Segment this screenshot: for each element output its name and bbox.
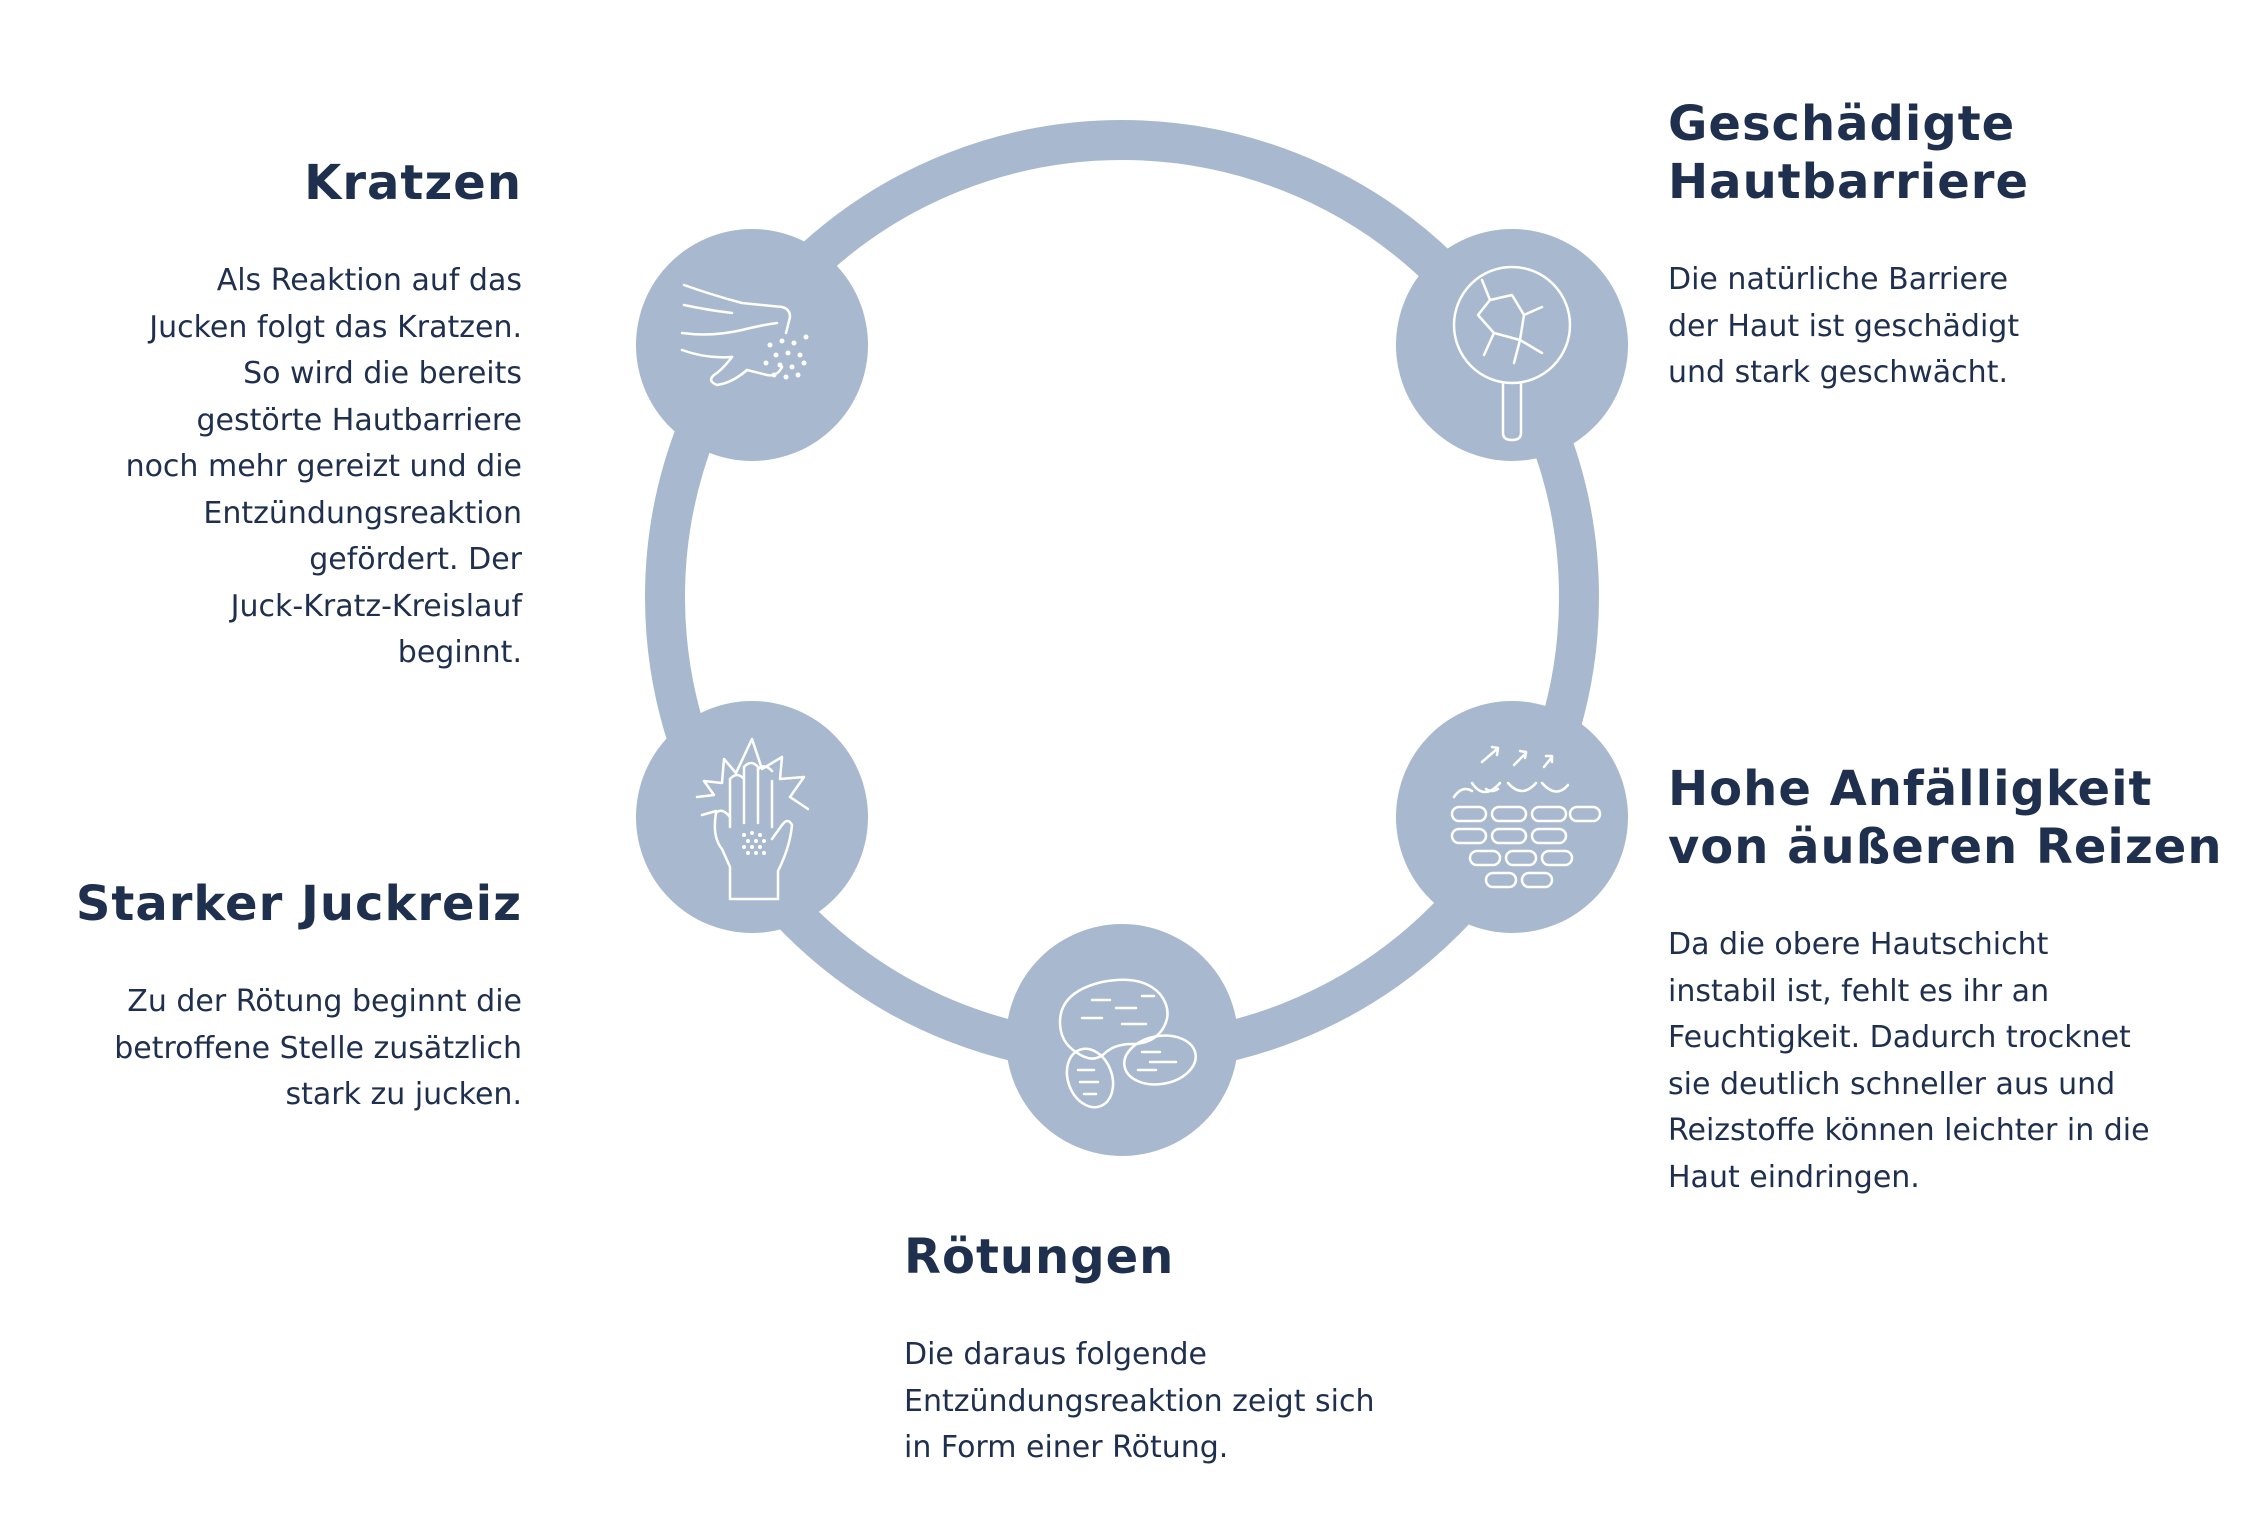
stage-description: Die daraus folgende Entzündungsreaktion zeigt sich in Form einer Rötung. — [904, 1337, 1375, 1465]
stage-description: Da die obere Hautschicht instabil ist, fehlt es ihr an Feuchtigkeit. Dadurch trocknet sie deutlich schneller aus und Reizstoffe können leichter in die Haut eindringen. — [1668, 927, 2150, 1195]
stage-juckreiz — [42, 875, 522, 1119]
stage-roetungen — [904, 1228, 1464, 1472]
stage-title: Kratzen — [304, 155, 522, 211]
stage-description: Als Reaktion auf das Jucken folgt das Kratzen. So wird die bereits gestörte Hautbarriere noch mehr gereizt und die Entzündungsreaktion gefördert. Der Juck-Kratz-Kreislauf beginnt. — [125, 263, 522, 670]
node-hautbarriere — [1396, 229, 1628, 461]
stage-kratzen — [62, 154, 522, 677]
stage-title: Rötungen — [904, 1229, 1175, 1285]
node-anfaelligkeit — [1396, 701, 1628, 933]
stage-title: Starker Juckreiz — [75, 876, 522, 932]
stage-hautbarriere — [1668, 95, 2188, 397]
node-juckreiz — [636, 701, 868, 933]
stage-title: Hohe Anfälligkeit von äußeren Reizen — [1668, 761, 2223, 875]
stage-description: Zu der Rötung beginnt die betroffene Stelle zusätzlich stark zu jucken. — [114, 984, 522, 1112]
stage-title: Geschädigte Hautbarriere — [1668, 96, 2030, 210]
stage-anfaelligkeit — [1668, 760, 2228, 1201]
stage-description: Die natürliche Barriere der Haut ist geschädigt und stark geschwächt. — [1668, 262, 2020, 390]
node-roetungen — [1006, 924, 1238, 1156]
node-kratzen — [636, 229, 868, 461]
